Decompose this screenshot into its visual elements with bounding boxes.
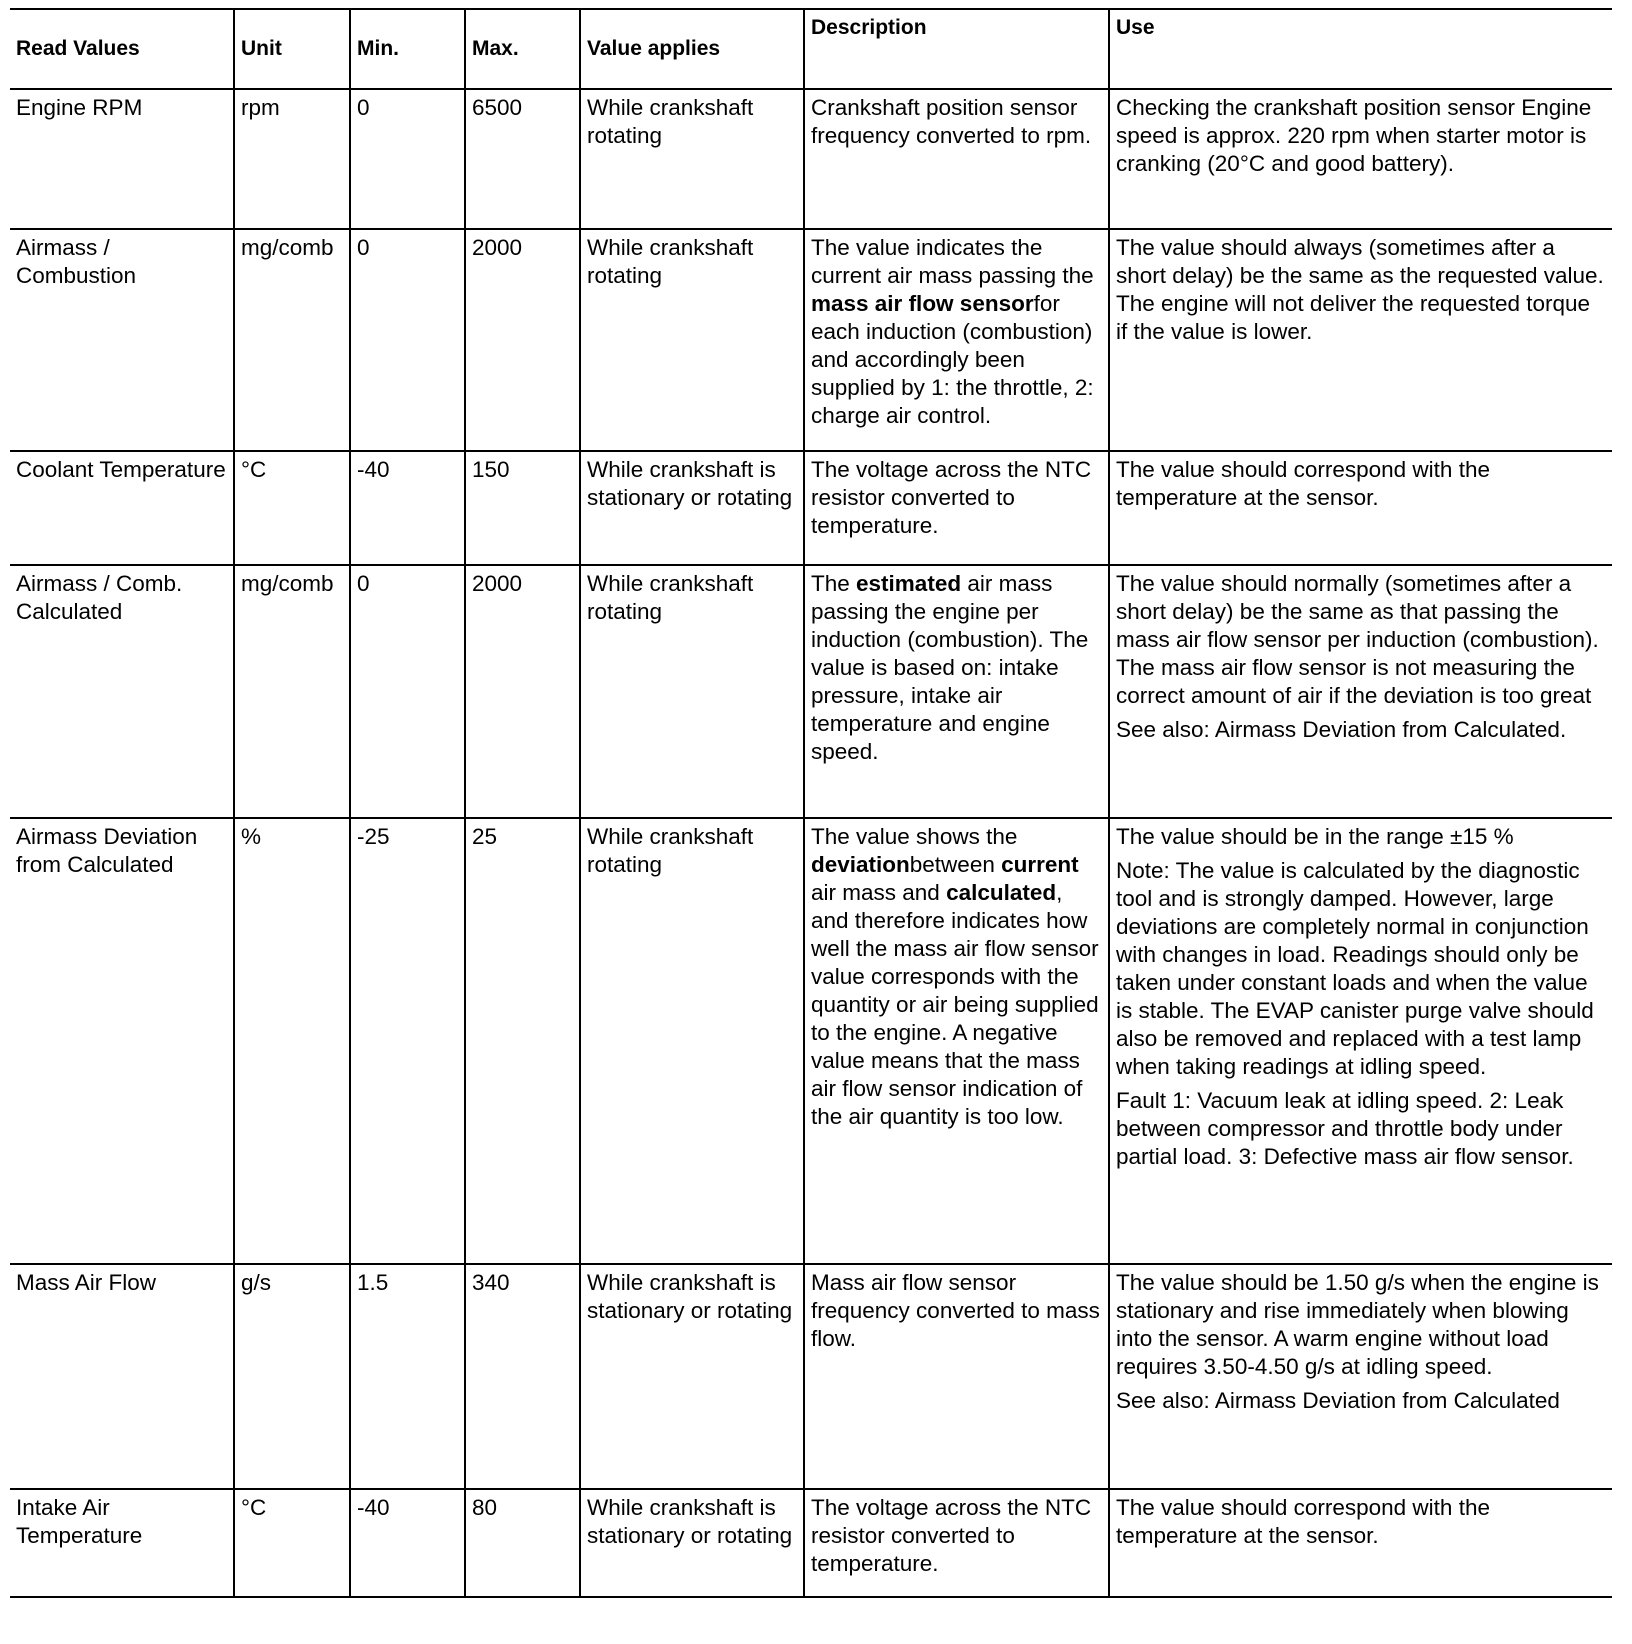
cell-min: 0 [350, 89, 465, 229]
header-unit: Unit [234, 9, 350, 89]
use-paragraph: The value should be 1.50 g/s when the engine is stationary and rise immediately when blowing into the sensor. A warm engine without load requires 3.50-4.50 g/s at idling speed. [1116, 1270, 1599, 1379]
table-row [10, 1489, 1612, 1597]
description-text: Mass air flow sensor frequency converted to mass flow. [811, 1270, 1100, 1351]
table-row [10, 565, 1612, 818]
cell-unit: g/s [234, 1264, 350, 1489]
description-emphasis: current [1001, 852, 1079, 877]
description-text: The voltage across the NTC resistor converted to temperature. [811, 1495, 1092, 1576]
use-paragraph: See also: Airmass Deviation from Calculated [1116, 1388, 1560, 1413]
cell-min: 0 [350, 229, 465, 451]
use-paragraph: The value should normally (sometimes after a short delay) be the same as that passing the mass air flow sensor per induction (combustion). The mass air flow sensor is not measuring the correct amount of air if the deviation is too great [1116, 571, 1599, 708]
table-row [10, 818, 1612, 1264]
use-paragraph: Checking the crankshaft position sensor Engine speed is approx. 220 rpm when starter motor is cranking (20°C and good battery). [1116, 95, 1592, 176]
table-row [10, 1264, 1612, 1489]
header-max: Max. [465, 9, 580, 89]
cell-read-value: Coolant Temperature [10, 451, 234, 565]
cell-value-applies: While crankshaft is stationary or rotating [580, 451, 804, 565]
table-row [10, 89, 1612, 229]
cell-use [1109, 451, 1612, 565]
cell-read-value: Airmass / Comb. Calculated [10, 565, 234, 818]
header-row [10, 9, 1612, 89]
cell-read-value: Mass Air Flow [10, 1264, 234, 1489]
cell-min: -40 [350, 1489, 465, 1597]
cell-description [804, 565, 1109, 818]
table-row [10, 229, 1612, 451]
cell-read-value: Engine RPM [10, 89, 234, 229]
cell-value-applies: While crankshaft rotating [580, 565, 804, 818]
header-description: Description [804, 9, 1109, 89]
description-text: air mass passing the engine per induction (combustion). The value is based on: intake pressure, intake air temperature and engine speed. [811, 571, 1089, 764]
cell-max: 2000 [465, 565, 580, 818]
cell-max: 150 [465, 451, 580, 565]
cell-description [804, 1489, 1109, 1597]
description-text: The value indicates the current air mass passing the [811, 235, 1094, 288]
cell-max: 6500 [465, 89, 580, 229]
table-body [10, 89, 1612, 1597]
description-emphasis: deviation [811, 852, 910, 877]
cell-description [804, 229, 1109, 451]
cell-value-applies: While crankshaft is stationary or rotating [580, 1489, 804, 1597]
description-text: The value shows the [811, 824, 1018, 849]
use-paragraph: See also: Airmass Deviation from Calculated. [1116, 717, 1567, 742]
cell-min: 0 [350, 565, 465, 818]
cell-description [804, 89, 1109, 229]
use-paragraph: The value should correspond with the temperature at the sensor. [1116, 457, 1490, 510]
cell-use [1109, 1489, 1612, 1597]
description-text: between [909, 852, 1002, 877]
cell-value-applies: While crankshaft rotating [580, 89, 804, 229]
cell-read-value: Airmass / Combustion [10, 229, 234, 451]
cell-max: 340 [465, 1264, 580, 1489]
cell-read-value: Intake Air Temperature [10, 1489, 234, 1597]
cell-value-applies: While crankshaft rotating [580, 229, 804, 451]
cell-value-applies: While crankshaft is stationary or rotating [580, 1264, 804, 1489]
description-text: , and therefore indicates how well the mass air flow sensor value corresponds with the quantity or air being supplied to the engine. A negative value means that the mass air flow sensor indication of the air quantity is too low. [811, 880, 1099, 1129]
cell-min: 1.5 [350, 1264, 465, 1489]
header-min: Min. [350, 9, 465, 89]
cell-description [804, 451, 1109, 565]
cell-use [1109, 229, 1612, 451]
description-text: The voltage across the NTC resistor converted to temperature. [811, 457, 1092, 538]
header-use: Use [1109, 9, 1612, 89]
description-text: air mass and [811, 880, 947, 905]
cell-use [1109, 818, 1612, 1264]
table-row [10, 451, 1612, 565]
cell-max: 80 [465, 1489, 580, 1597]
cell-min: -25 [350, 818, 465, 1264]
cell-description [804, 1264, 1109, 1489]
description-text: for each induction (combustion) and accordingly been supplied by 1: the throttle, 2: charge air control. [811, 291, 1094, 428]
use-paragraph: Note: The value is calculated by the diagnostic tool and is strongly damped. However, large deviations are completely normal in conjunction with changes in load. Readings should only be taken under constant loads and when the value is stable. The EVAP canister purge valve should also be removed and replaced with a test lamp when taking readings at idling speed. [1116, 858, 1594, 1079]
header-value-applies: Value applies [580, 9, 804, 89]
cell-unit: rpm [234, 89, 350, 229]
cell-unit: °C [234, 1489, 350, 1597]
cell-use [1109, 89, 1612, 229]
use-paragraph: The value should always (sometimes after a short delay) be the same as the requested value. The engine will not deliver the requested torque if the value is lower. [1116, 235, 1604, 344]
cell-min: -40 [350, 451, 465, 565]
cell-use [1109, 565, 1612, 818]
cell-unit: mg/comb [234, 229, 350, 451]
description-emphasis: mass air flow sensor [811, 291, 1034, 316]
cell-unit: °C [234, 451, 350, 565]
cell-max: 25 [465, 818, 580, 1264]
cell-read-value: Airmass Deviation from Calculated [10, 818, 234, 1264]
description-emphasis: calculated [946, 880, 1057, 905]
use-paragraph: Fault 1: Vacuum leak at idling speed. 2: Leak between compressor and throttle body under partial load. 3: Defective mass air flow sensor. [1116, 1088, 1574, 1169]
header-read-values: Read Values [10, 9, 234, 89]
cell-use [1109, 1264, 1612, 1489]
cell-unit: mg/comb [234, 565, 350, 818]
use-paragraph: The value should be in the range ±15 % [1116, 824, 1514, 849]
description-text: Crankshaft position sensor frequency converted to rpm. [811, 95, 1092, 148]
data-table [10, 8, 1612, 1598]
cell-description [804, 818, 1109, 1264]
description-emphasis: estimated [856, 571, 962, 596]
cell-value-applies: While crankshaft rotating [580, 818, 804, 1264]
cell-max: 2000 [465, 229, 580, 451]
cell-unit: % [234, 818, 350, 1264]
description-text: The [811, 571, 857, 596]
use-paragraph: The value should correspond with the temperature at the sensor. [1116, 1495, 1490, 1548]
